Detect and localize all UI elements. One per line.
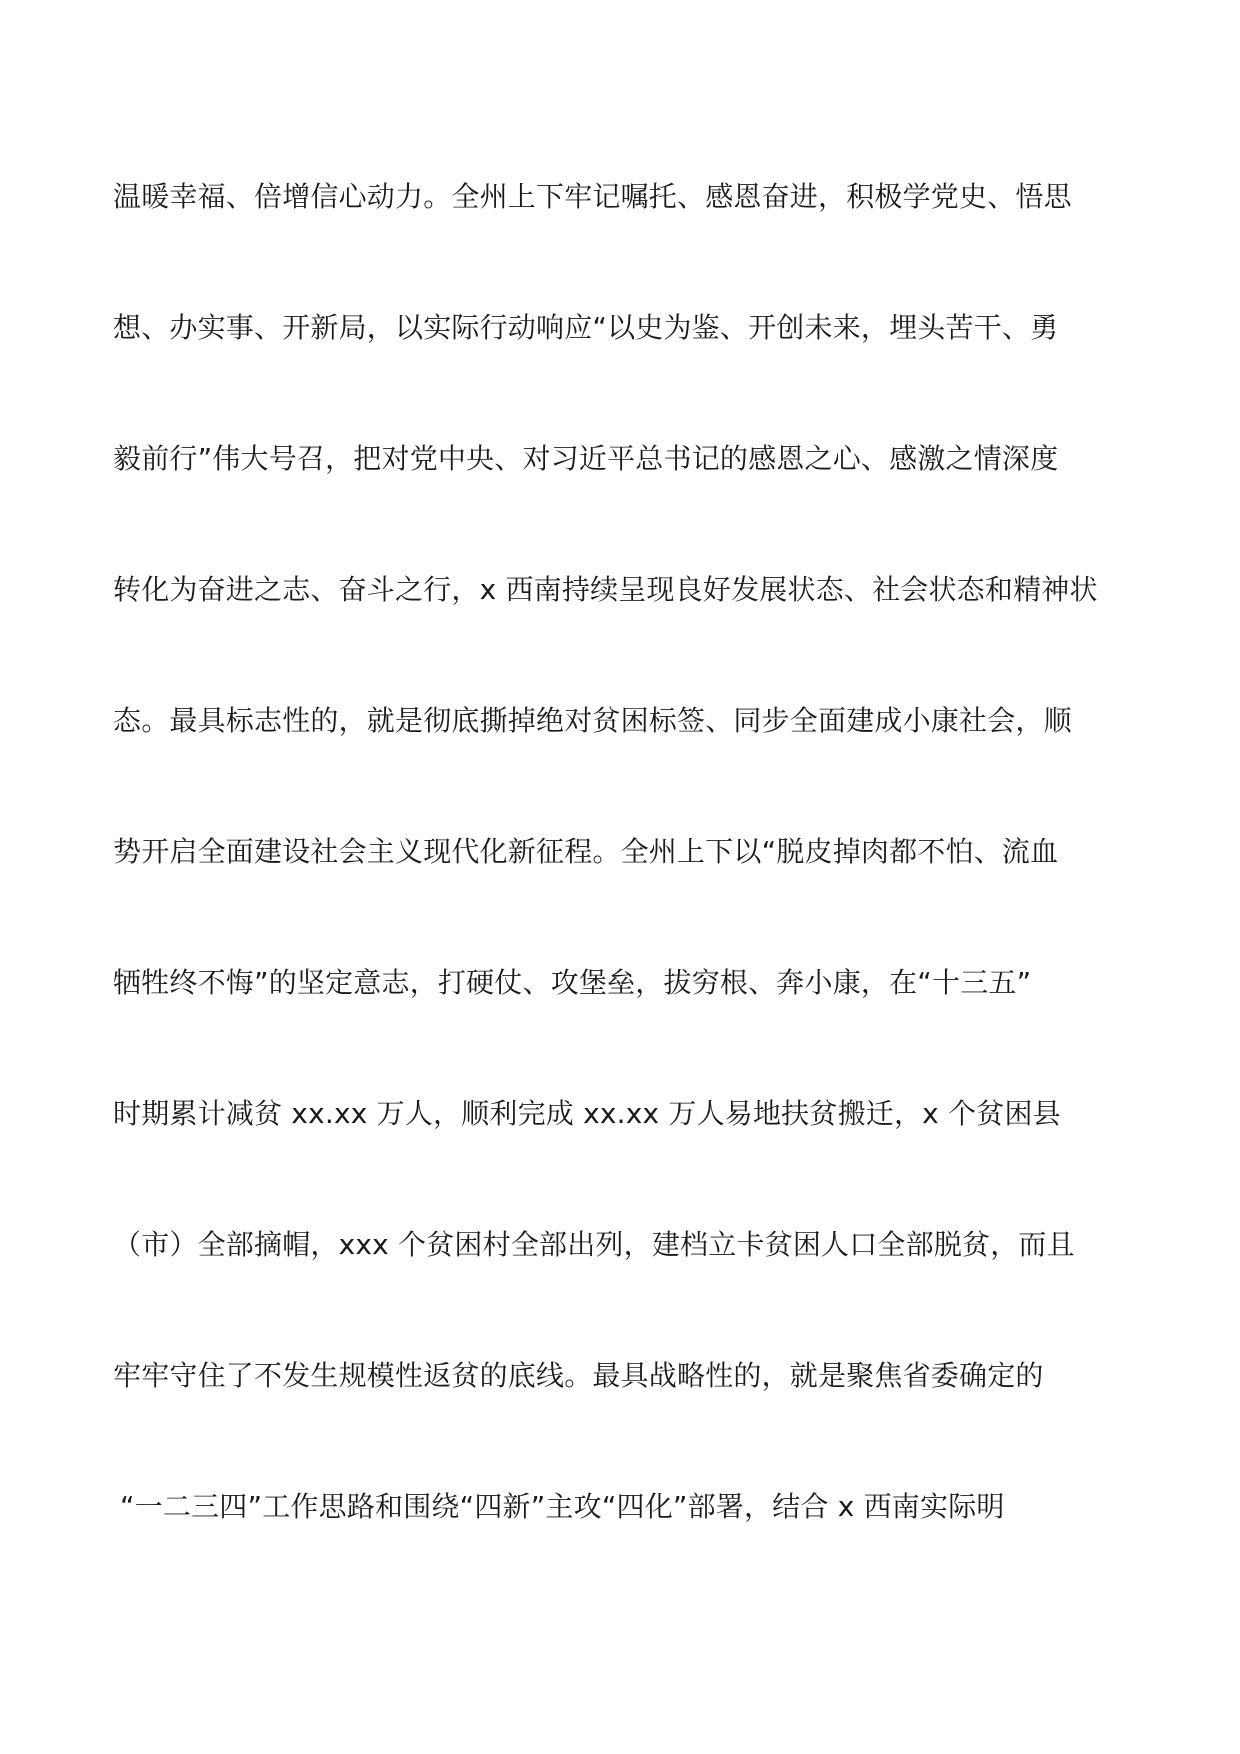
- text-line: 态。最具标志性的，就是彻底撕掉绝对贫困标签、同步全面建成小康社会，顺: [113, 704, 1072, 737]
- text-line: 牺牲终不悔”的坚定意志，打硬仗、攻堡垒，拔穷根、奔小康，在“十三五”: [113, 966, 1032, 999]
- text-line: 转化为奋进之志、奋斗之行，x 西南持续呈现良好发展状态、社会状态和精神状: [113, 573, 1098, 606]
- text-line: 想、办实事、开新局，以实际行动响应“以史为鉴、开创未来，埋头苦干、勇: [113, 311, 1059, 344]
- text-line: 势开启全面建设社会主义现代化新征程。全州上下以“脱皮掉肉都不怕、流血: [113, 835, 1059, 868]
- text-line: 牢牢守住了不发生规模性返贫的底线。最具战略性的，就是聚焦省委确定的: [113, 1359, 1044, 1392]
- text-line: 毅前行”伟大号召，把对党中央、对习近平总书记的感恩之心、感激之情深度: [113, 442, 1059, 475]
- text-line: 温暖幸福、倍增信心动力。全州上下牢记嘱托、感恩奋进，积极学党史、悟思: [113, 180, 1072, 213]
- text-line: “一二三四”工作思路和围绕“四新”主攻“四化”部署，结合 x 西南实际明: [120, 1490, 1005, 1523]
- text-line: 时期累计减贫 xx.xx 万人，顺利完成 xx.xx 万人易地扶贫搬迁，x 个贫困县: [113, 1097, 1061, 1130]
- text-line: （市）全部摘帽，xxx 个贫困村全部出列，建档立卡贫困人口全部脱贫，而且: [113, 1228, 1075, 1261]
